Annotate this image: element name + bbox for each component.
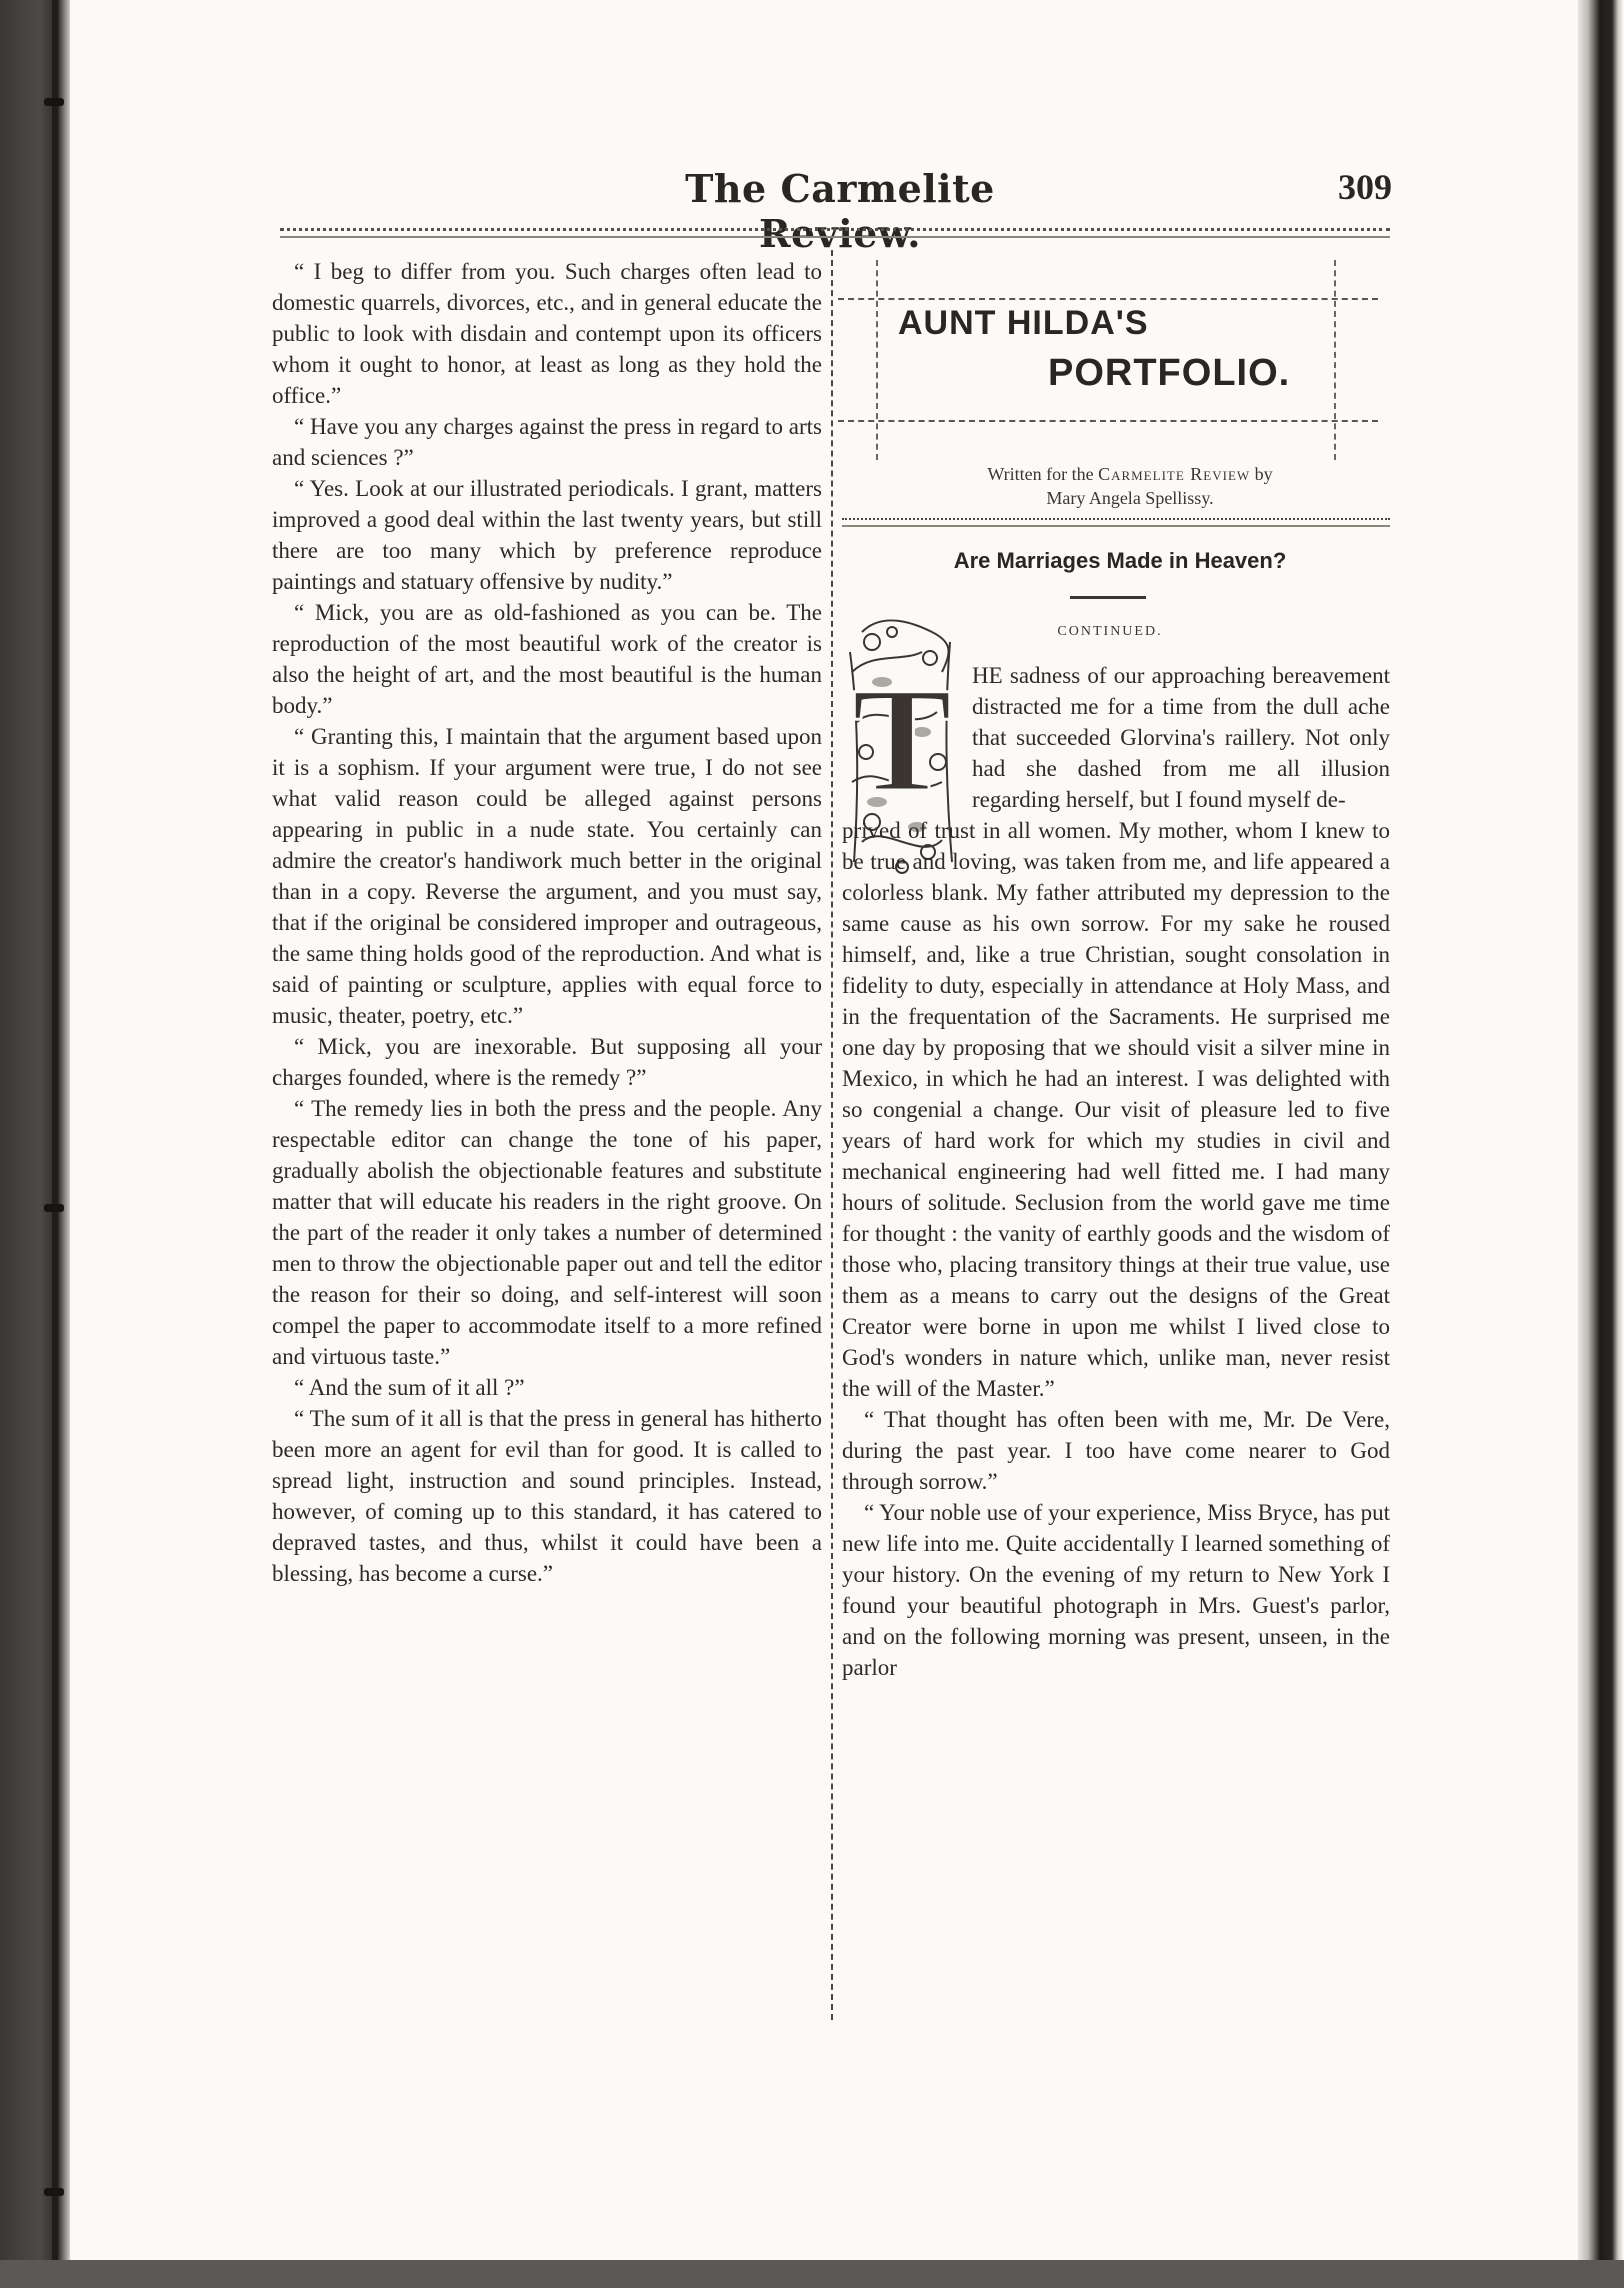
- paragraph: “ Have you any charges against the press in regard to arts and sciences ?”: [272, 414, 822, 470]
- title-box-border: [876, 260, 878, 460]
- byline-publication: Carmelite Review: [1098, 464, 1251, 484]
- paragraph: “ Granting this, I maintain that the argument based upon it is a sophism. If your argument were true, I do not see what valid reason could be alleged against persons appearing in public in a nude state. You certainly can admire the creator's handiwork much better in the original than in a copy. Reverse the argument, and you must say, that if the original be considered improper and outrageous, the same thing holds good of the reproduction. And what is said of painting or sculpture, applies with equal force to music, theater, poetry, etc.”: [272, 724, 822, 1028]
- binding-spine: [52, 0, 58, 2288]
- paragraph: “ The remedy lies in both the press and the people. Any respectable editor can change the tone of his paper, gradually abolish the objectionable features and substitute matter that will educate his readers in the right groove. On the part of the reader it only takes a number of determined men to throw the objectionable paper out and tell the editor the reason for their so doing, and self-interest will soon compel the paper to accommodate itself to a more refined and virtuous taste.”: [272, 1096, 822, 1369]
- page-number: 309: [1338, 167, 1392, 207]
- paragraph: “ And the sum of it all ?”: [294, 1375, 525, 1400]
- section-rule: [842, 518, 1390, 520]
- paragraph: “ The sum of it all is that the press in general has hitherto been more an agent for evil than for good. It is called to spread light, instruction and sound principles. Instead, however, of coming up to this standard, it has catered to depraved tastes, and thus, whilst it could have been a blessing, has become a curse.”: [272, 1406, 822, 1586]
- paragraph: “ That thought has often been with me, Mr. De Vere, during the past year. I too have come nearer to God through sorrow.”: [842, 1407, 1390, 1494]
- paragraph: “ Your noble use of your experience, Miss Bryce, has put new life into me. Quite accidentally I learned something of your history. On the evening of my return to New York I found your beautiful photograph in Mrs. Guest's parlor, and on the following morning was present, unseen, in the parlor: [842, 1500, 1390, 1680]
- continued-label: CONTINUED.: [1057, 624, 1163, 639]
- binding-stitch: [44, 1204, 64, 1212]
- header-rule: [280, 228, 1390, 231]
- scan-border: [0, 2260, 1624, 2288]
- byline-suffix: by: [1254, 464, 1273, 484]
- title-box-border: [1334, 260, 1336, 460]
- dropcap-letter: T: [851, 657, 953, 823]
- page-edge: [1578, 0, 1624, 2288]
- paragraph: “ Mick, you are as old-fashioned as you can be. The reproduction of the most beautiful work of the creator is also the height of art, and the most beautiful is the human body.”: [272, 600, 822, 718]
- running-title: The Carmelite Review.: [685, 166, 995, 256]
- title-box-border: [838, 420, 1378, 422]
- paragraph: prived of trust in all women. My mother, whom I knew to be true and loving, was taken from me, and life appeared a colorless blank. My father attributed my depression to the same cause as his own sorrow. For my sake he roused himself, and, like a true Christian, sought consolation in fidelity to duty, especially in attendance at Holy Mass, and in the frequentation of the Sacraments. He surprised me one day by proposing that we should visit a silver mine in Mexico, in which he had an interest. I was delighted with so congenial a change. Our visit of pleasure led to five years of hard work for which my studies in civil and mechanical engineering had well fitted me. I had many hours of solitude. Seclusion from the world gave me time for thought : the vanity of earthly goods and the wisdom of those who, placing transitory things at their true value, use them as a means to carry out the designs of the Great Creator were borne in upon me whilst I lived close to God's wonders in nature which, unlike man, never resist the will of the Master.”: [842, 818, 1390, 1401]
- paragraph: “ Yes. Look at our illustrated periodicals. I grant, matters improved a good deal within the last twenty years, but still there are too many which by preference reproduce paintings and statuary offensive by nudity.”: [272, 476, 822, 594]
- column-divider: [831, 250, 833, 2020]
- binding-stitch: [44, 98, 64, 106]
- right-column-text: [842, 660, 1390, 1683]
- byline-prefix: Written for the: [987, 464, 1094, 484]
- section-title: Are Marriages Made in Heaven?: [953, 548, 1287, 573]
- paragraph: HE sadness of our approaching bereavement distracted me for a time from the dull ache that succeeded Glorvina's raillery. Not only had she dashed from me all illusion regarding herself, but I found myself de-: [972, 663, 1390, 812]
- header-rule: [280, 236, 1390, 238]
- section-rule: [842, 525, 1390, 527]
- byline-author: Mary Angela Spellissy.: [1046, 488, 1214, 508]
- byline: [880, 462, 1380, 510]
- title-underline: [1070, 596, 1146, 599]
- binding-stitch: [44, 2188, 64, 2196]
- binding-gutter: [0, 0, 78, 2288]
- left-column: [272, 256, 822, 1589]
- paragraph: “ I beg to differ from you. Such charges often lead to domestic quarrels, divorces, etc., and in general educate the public to look with disdain and contempt upon its officers whom it ought to honor, at least as long as they hold the office.”: [272, 259, 822, 408]
- title-box-border: [838, 298, 1378, 300]
- article-title-line-1: AUNT HILDA'S: [898, 304, 1149, 342]
- paragraph: “ Mick, you are inexorable. But supposing all your charges founded, where is the remedy ?”: [272, 1034, 822, 1090]
- article-title-line-2: PORTFOLIO.: [1048, 352, 1291, 394]
